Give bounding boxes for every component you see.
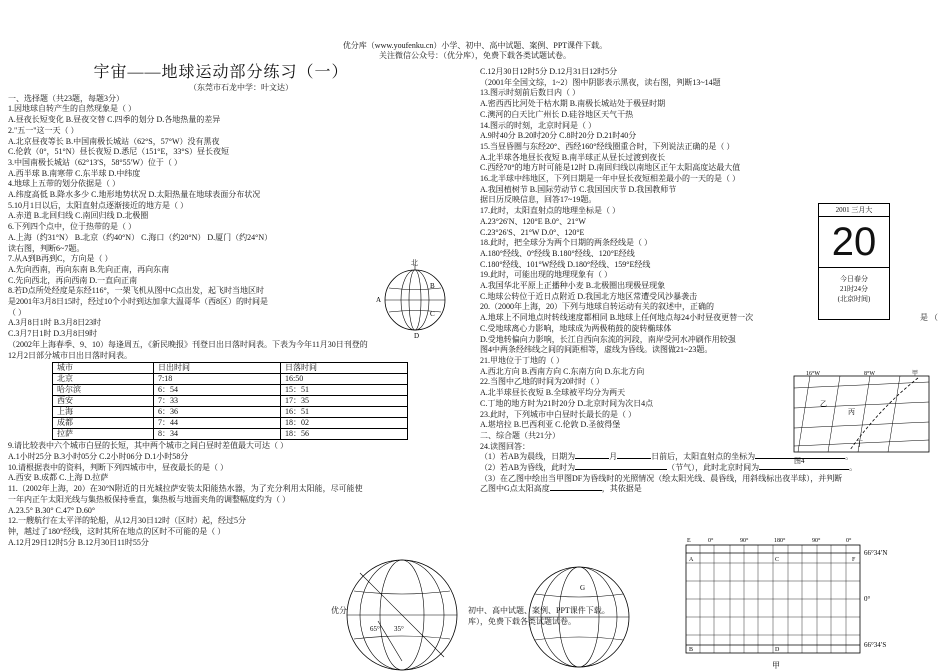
right-line-20: A.我国华北平原上正播种小麦 B.北极圈出现极昼现象 [480,281,666,291]
grid-top-label-180: 180° [774,538,786,544]
table-cell: 7：44 [154,418,281,429]
page-subtitle: （东莞市石龙中学：叶文达） [189,83,293,92]
fig4-label-16w: 16°W [806,371,821,377]
fig4-label-bing: 丙 [848,408,855,416]
right-line-22: 20.（2000年上海，20）下列与地球自转运动有关的叙述中，正确的 [480,302,714,312]
table-cell: 6：36 [154,407,281,418]
table-cell: 北京 [53,374,154,385]
grid-top-label-e: E [687,538,691,544]
table-header-cell: 日落时间 [281,363,408,374]
header-line-2: 关注微信公众号：（优分库），免费下载各类试题试卷。 [379,51,571,60]
right-line-19: 19.此时，可能出现的地理现象有（ ） [480,270,612,280]
right-line-0: C.12月30日12时5分 D.12月31日12时5分 [480,67,618,76]
q24-2-text-c: 。 [849,463,858,473]
q24-2-text-a: （2）若AB为昏线，此时为 [480,463,576,473]
table-cell: 成都 [53,418,154,429]
point-g-label: G [580,584,586,592]
grid-top-label-90: 90° [740,538,749,544]
globe-figure-bottom-left [340,553,465,671]
grid-bottom-label: 甲 [772,661,780,670]
table-cell: 8：34 [154,429,281,440]
left-line2-5: 一年内正午太阳光线与集热板保持垂直，集热板与地面夹角的调整幅度约为（ ） [8,494,290,504]
q20-tail: 是 （ [920,313,938,322]
left-line-10: 5.10月1日以后，太阳直射点逐渐接近的地方是（ ） [8,200,188,210]
footer-right: 库），免费下载各类试题试卷。 [468,617,576,626]
right-line-8: A.北半球各地昼长夜短 B.南半球正从昼长过渡到夜长 [480,152,666,162]
left-line-20: （ ） [8,307,26,317]
right-line-b-11: 二、综合题（共21分） [480,430,560,440]
left-line-19: 是2001年3月8日15时，经过10个小时到达加拿大温哥华（西8区）的时间是 [8,297,268,307]
footer-left: 优分 [331,606,347,615]
sunrise-table [52,362,408,440]
right-line-4: C.澳河的白天比广州长 D.硅谷地区天气干热 [480,109,634,119]
right-line-16: 18.此时，把全球分为两个日期的两条经线是（ ） [480,238,652,248]
right-line-7: 15.当昼昏圈与东经20°、西经160°经线圈重合时，下列说法正确的是（ ） [480,141,735,151]
left-line2-3: A.西安 B.成都 C.上海 D.拉萨 [8,473,109,483]
left-line-17: C.先向西北，再向西南 D.一直向正南 [8,275,138,285]
grid-top-label-0b: 0° [846,538,852,544]
table-cell: 6：54 [154,385,281,396]
calendar-line-2: 21时24分 [840,285,868,293]
point-d-label: D [414,332,420,338]
page-title: 宇宙——地球运动部分练习（一） [93,64,349,81]
right-line-12: 据日历反映信息，回答17~19题。 [480,195,597,205]
left-line-4: A.北京昼夜等长 B.中国南极长城站（62°S，57°W）没有黑夜 [8,136,220,146]
q24-1-text-b: 月 [609,452,618,462]
right-line-b-9: 23.此时，下列城市中白昼时长最长的是（ ） [480,409,636,419]
left-line-13: A.上海（约31°N） B.北京（约40°N） C.海口（约20°N） D.厦门（约24°N） [8,232,273,242]
table-cell: 7:18 [154,374,281,385]
left-line2-8: 钟，越过了180°经线，这时其所在地点的区时不可能的是（ ） [8,526,226,536]
q24-3-text-a: （3）在乙图中绘出当甲图DF为昏线时的光照情况（绘太阳光线、晨昏线，用斜线标出夜半球），并判断 [480,473,843,483]
right-line-21: C.地球公转位于近日点附近 D.我国北方地区常遭受风沙暴袭击 [480,291,698,301]
right-line-18: C.180°经线、101°W经线 D.180°经线、159°E经线 [480,259,651,269]
footer-mid: 初中、高中试题、案例、PPT课件下载。 [468,606,610,615]
table-cell: 18：56 [281,429,408,440]
table-header-cell: 城市 [53,363,154,374]
table-row [53,407,408,418]
right-line-b-6: 22.当图中乙地的时间为20时时（ ） [480,377,604,387]
grid-right-label-eq: 0° [864,595,871,603]
grid-right-label-s: 66°34′S [864,641,887,649]
table-cell: 15：51 [281,385,408,396]
left-line-21: A.3月8日1时 B.3月8日23时 [8,318,102,328]
right-line-13: 17.此时，太阳直射点的地理坐标是（ ） [480,206,620,216]
calendar-header: 2001 三月大 [819,204,889,217]
right-line-b-8: C.丁地的地方时为21时20分 D.北京时间为次日4点 [480,398,654,408]
left-line-3: 2."五一"这一天（ ） [8,125,79,135]
right-line-3: A.密西西比河处于枯水期 B.南极长城站处于极昼时期 [480,99,666,109]
left-line-9: A.纬度高低 B.降水多少 C.地形地势状况 D.太阳热量在地球表面分布状况 [8,190,261,200]
right-line-1: （2001年全国文综，1~2）图中阴影表示黑夜，读右图，判断13~14题 [480,77,721,87]
q24-1-blank-month[interactable] [575,458,609,459]
right-line-10: 16.北半球中纬地区，下列日期是一年中昼长夜短相差最小的一天的是（ ） [480,174,740,184]
table-cell: 18：02 [281,418,408,429]
left-line-1: 1.因地球自转产生的自然现象是（ ） [8,104,136,114]
grid-top-label-90b: 90° [812,538,821,544]
fig4-caption: 图4 [794,457,805,465]
fig4-label-yi: 乙 [820,400,827,408]
left-line-0: 一、选择题（共23题，每题3分） [8,93,124,103]
q24-2-text-b: （节气），此时北京时间为 [667,463,760,473]
right-line-b-5: A.西北方向 B.西南方向 C.东南方向 D.东北方向 [480,366,645,376]
left-line-16: A.先向西南，再向东南 B.先向正南，再向东南 [8,264,170,274]
right-line-b-4: 21.甲地位于丁地的（ ） [480,355,564,365]
table-cell: 上海 [53,407,154,418]
table-cell: 拉萨 [53,429,154,440]
grid-corner-f: F [852,557,856,563]
left-line2-4: 11.（2002年上海，20）在30°N附近的日光城拉萨安装太阳能热水器，为了充分利用太阳能，尽可能使 [8,484,363,494]
table-row [53,374,408,385]
table-cell: 7：33 [154,396,281,407]
left-line2-6: A.23.5° B.30° C.47° D.60° [8,505,96,515]
table-row [53,396,408,407]
grid-corner-b: B [689,647,694,653]
fig4-label-ding: 丁 [856,440,863,448]
right-line-b-0: A.地球上不同地点时转线速度都相同 B.地球上任何地点每24小时昼夜更替一次 [480,313,754,323]
left-line2-9: A.12月29日12时5分 B.12月30日11时55分 [8,537,149,547]
table-row [53,385,408,396]
north-label: 北 [411,259,418,267]
right-line-17: A.180°经线、0°经线 B.180°经线、120°E经线 [480,248,635,258]
grid-top-label-0: 0° [708,538,714,544]
right-line-11: A.我国植树节 B.国际劳动节 C.我国国庆节 D.我国教师节 [480,184,677,194]
left-line2-2: 10.请根据表中的资料，判断下列四城市中，昼夜最长的是（ ） [8,462,228,472]
grid-figure-jia [680,533,910,671]
left-line-15: 7.从A到B再到C，方向是（ ） [8,254,113,264]
table-row [53,429,408,440]
point-b-label: B [430,282,435,290]
left-line-5: C.伦敦（0°，51°N）昼长夜短 D.悉尼（151°E，33°S）昼长夜短 [8,147,230,157]
right-line-b-3: 图4中两条经纬线之间的间距相等，虚线为昏线。读图做21~23题。 [480,345,713,355]
table-cell: 西安 [53,396,154,407]
right-line-b-10: A.堪培拉 B.巴西利亚 C.伦敦 D.圣彼得堡 [480,420,621,430]
q24-3-text-b: 乙图中G点太阳高度 [480,484,550,494]
q24-3-blank-height[interactable] [550,490,602,491]
right-line-b-12: 24.读图回答： [480,441,530,451]
table-header-row [53,363,408,374]
q24-3-text-c: ，其依据是 [601,484,642,494]
right-line-15: C.23°26′S、21°W D.0°、120°E [480,227,585,237]
left-line2-1: A.1小时25分 B.3小时05分 C.2小时06分 D.1小时58分 [8,451,189,461]
right-line-6: A.9时40分 B.20时20分 C.8时20分 D.21时40分 [480,131,637,141]
q24-1-text-c: 日前后，太阳直射点的坐标为 [651,452,756,462]
table-cell: 17：35 [281,396,408,407]
point-a-label: A [376,296,382,304]
q24-2-blank-time[interactable] [759,469,849,470]
left-line-23: （2002年上海春季、9、10）每逢周五，《新民晚报》刊登日出日落时间表。下表为今年11月30日刊登的 [8,339,368,349]
table-header-cell: 日出时间 [154,363,281,374]
fig4-label-jia: 甲 [912,371,919,377]
left-question-lines-2 [8,441,474,548]
grid-right-label-n: 66°34′N [864,549,888,557]
q24-1-text-a: （1）若AB为晨线，日期为 [480,452,576,462]
figure-4 [790,368,940,466]
left-line-2: A.昼夜长短变化 B.昼夜交替 C.四季的划分 D.各地热量的差异 [8,115,221,125]
table-row [53,418,408,429]
right-line-9: C.西经70°的地方时可能是12时 D.南回归线以南地区正午太阳高度达最大值 [480,163,741,173]
angle-65-label: 65° [370,625,380,633]
right-line-5: 14.图示的时刻，北京时间是（ ） [480,120,596,130]
right-line-b-7: A.北半球昼长夜短 B.全球被平均分为两天 [480,388,626,398]
table-cell: 16：51 [281,407,408,418]
left-line-7: A.西半球 B.南寒带 C.东半球 D.中纬度 [8,168,141,178]
grid-corner-a: A [689,557,694,563]
left-line-18: 8.若D点所处经度是东经116°，一架飞机从图中C点出发，起飞时当地区时 [8,286,265,296]
left-line2-0: 9.请比较表中六个城市白昼的长短，其中两个城市之间白昼时差值最大可达（ ） [8,441,288,451]
calendar-figure [818,203,890,320]
calendar-line-1: 今日春分 [840,275,868,283]
left-line-6: 3.中国南极长城站（62°13′S，58°55′W）位于（ ） [8,157,182,167]
left-line-12: 6.下列四个点中，位于热带的是（ ） [8,222,136,232]
point-c-label: C [430,310,435,318]
left-line-24: 12月2日部分城市日出日落时间表。 [8,350,132,360]
table-cell: 16:50 [281,374,408,385]
calendar-line-3: (北京时间) [837,295,871,303]
right-line-14: A.23°26′N、120°E B.0°、21°W [480,216,586,226]
right-line-2: 13.图示时刻前后数日内（ ） [480,88,580,98]
angle-35-label: 35° [394,625,404,633]
q24-2-blank-term[interactable] [575,469,667,470]
left-line-22: C.3月7日1时 D.3月8日9时 [8,329,98,339]
left-line2-7: 12.一艘航行在太平洋的轮船，从12月30日12时（区时）起，经过5分 [8,516,246,526]
globe-figure-small [370,258,460,338]
right-line-b-2: D.受地转偏向力影响，长江自西向东流的河段，南岸受河水冲刷作用较强 [480,334,736,344]
q24-1-text-d: 。 [845,452,854,462]
table-cell: 哈尔滨 [53,385,154,396]
grid-corner-d: D [775,647,780,653]
fig4-label-8w: 8°W [864,371,876,377]
q24-1-blank-day[interactable] [617,458,651,459]
left-line-11: A.赤道 B.北回归线 C.南回归线 D.北极圈 [8,211,149,221]
grid-corner-c: C [775,557,780,563]
left-line-14: 读右图，判断6~7题。 [8,243,85,253]
header-line-1: 优分库（www.youfenku.cn）小学、初中、高中试题、案例、PPT课件下载。 [342,41,608,50]
calendar-day: 20 [819,217,889,268]
left-line-8: 4.地球上五带的划分依据是（ ） [8,179,120,189]
right-line-b-1: C.受地球离心力影响，地球成为两极稍鼓的旋转椭球体 [480,323,672,333]
